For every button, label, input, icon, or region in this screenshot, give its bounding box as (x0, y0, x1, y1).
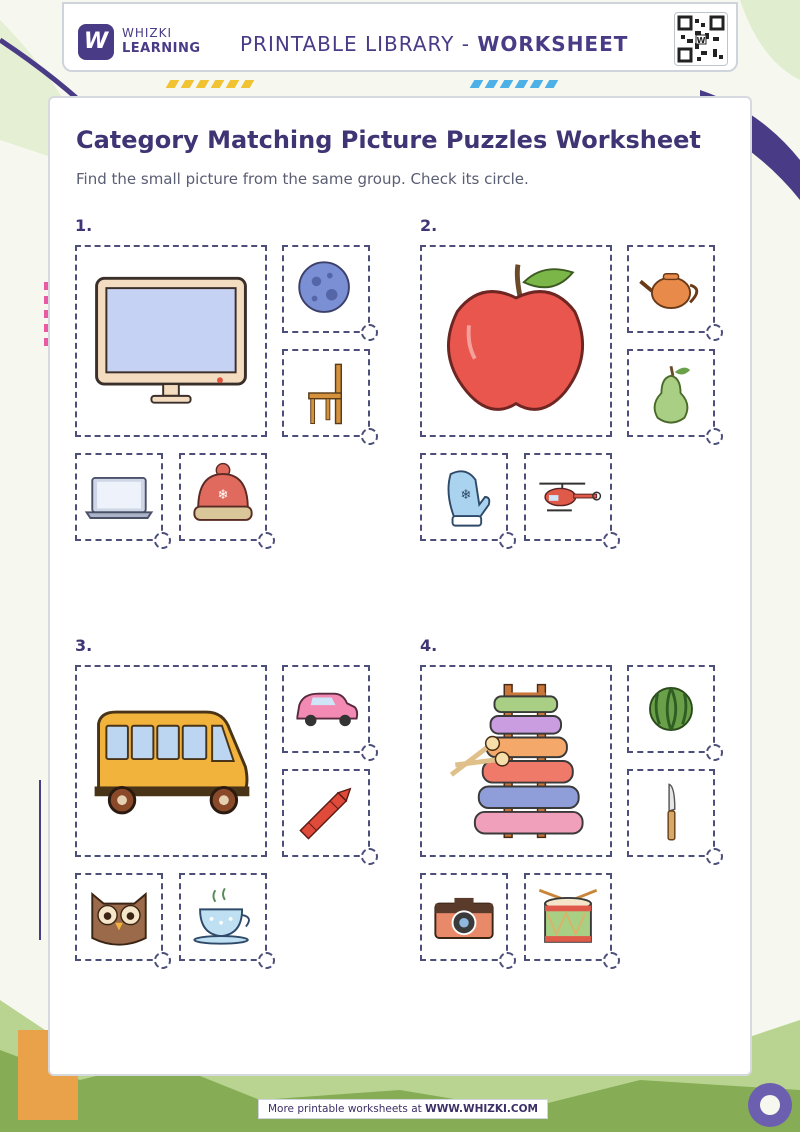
puzzle-3-option-1-checkbox[interactable] (361, 744, 378, 761)
mitten-icon (422, 455, 506, 539)
puzzle-4-option-1-checkbox[interactable] (706, 744, 723, 761)
puzzle-4-number: 4. (420, 636, 438, 655)
blue-stripes (472, 80, 556, 88)
puzzle-3-option-1 (282, 665, 370, 753)
puzzle-4-main-picture (420, 665, 612, 857)
owl-icon (77, 875, 161, 959)
moon-rock-icon (284, 247, 368, 331)
header-title-prefix: PRINTABLE LIBRARY - (240, 32, 478, 56)
qr-code-icon (675, 13, 727, 65)
puzzle-2-option-2 (627, 349, 715, 437)
worksheet-title: Category Matching Picture Puzzles Worksheet (76, 126, 701, 154)
svg-text:❄: ❄ (217, 487, 229, 503)
puzzle-1-option-1-checkbox[interactable] (361, 324, 378, 341)
pink-car-icon (284, 667, 368, 751)
xylophone-icon (422, 667, 610, 855)
puzzle-3-option-2 (282, 769, 370, 857)
puzzle-2-option-4 (524, 453, 612, 541)
yellow-stripes (168, 80, 252, 88)
footer-site-link[interactable]: WWW.WHIZKI.COM (425, 1103, 538, 1115)
school-bus-icon (77, 667, 265, 855)
brand-name-line2: LEARNING (122, 41, 201, 56)
page-header (62, 2, 738, 72)
qr-code[interactable] (674, 12, 728, 66)
puzzle-1-option-3 (75, 453, 163, 541)
camera-icon (422, 875, 506, 959)
puzzle-1-option-3-checkbox[interactable] (154, 532, 171, 549)
watermelon-icon (629, 667, 713, 751)
puzzle-3-option-4 (179, 873, 267, 961)
puzzle-1-option-1 (282, 245, 370, 333)
puzzle-4-option-2 (627, 769, 715, 857)
puzzle-1-option-4-checkbox[interactable] (258, 532, 275, 549)
chair-icon (284, 351, 368, 435)
brand-name-line1: WHIZKI (122, 26, 173, 40)
svg-text:❄: ❄ (460, 487, 472, 503)
puzzle-2-option-1 (627, 245, 715, 333)
puzzle-1-option-4 (179, 453, 267, 541)
teapot-icon (629, 247, 713, 331)
footer-prefix: More printable worksheets at (267, 1103, 426, 1115)
puzzle-1-option-2 (282, 349, 370, 437)
drum-icon (526, 875, 610, 959)
puzzle-4-option-1 (627, 665, 715, 753)
teacup-icon (181, 875, 265, 959)
puzzle-3-option-3 (75, 873, 163, 961)
puzzle-2-option-2-checkbox[interactable] (706, 428, 723, 445)
knife-icon (629, 771, 713, 855)
puzzle-4-option-4-checkbox[interactable] (603, 952, 620, 969)
puzzle-4-option-4 (524, 873, 612, 961)
puzzle-2-option-3 (420, 453, 508, 541)
puzzle-3-main-picture (75, 665, 267, 857)
puzzle-2-option-3-checkbox[interactable] (499, 532, 516, 549)
puzzle-2-number: 2. (420, 216, 438, 235)
footer (258, 1099, 548, 1119)
puzzle-1-option-2-checkbox[interactable] (361, 428, 378, 445)
crayon-icon (284, 771, 368, 855)
whizki-logo[interactable]: W (78, 24, 114, 60)
puzzle-1-main-picture (75, 245, 267, 437)
puzzle-1-number: 1. (75, 216, 93, 235)
header-title-emphasis: WORKSHEET (477, 32, 629, 56)
puzzle-3-option-3-checkbox[interactable] (154, 952, 171, 969)
puzzle-2-option-4-checkbox[interactable] (603, 532, 620, 549)
puzzle-4-option-2-checkbox[interactable] (706, 848, 723, 865)
qr-label: W (696, 36, 706, 45)
monitor-icon (77, 247, 265, 435)
header-title (240, 32, 628, 56)
laptop-icon (77, 455, 161, 539)
puzzle-3-number: 3. (75, 636, 93, 655)
pear-icon (629, 351, 713, 435)
winter-hat-icon (181, 455, 265, 539)
puzzle-4-option-3 (420, 873, 508, 961)
puzzle-2-option-1-checkbox[interactable] (706, 324, 723, 341)
helicopter-icon (526, 455, 610, 539)
puzzle-4-option-3-checkbox[interactable] (499, 952, 516, 969)
brand-name (122, 26, 201, 56)
puzzle-2-main-picture (420, 245, 612, 437)
puzzle-3-option-2-checkbox[interactable] (361, 848, 378, 865)
puzzle-3-option-4-checkbox[interactable] (258, 952, 275, 969)
apple-icon (422, 247, 610, 435)
worksheet-instructions: Find the small picture from the same group. Check its circle. (76, 170, 529, 188)
